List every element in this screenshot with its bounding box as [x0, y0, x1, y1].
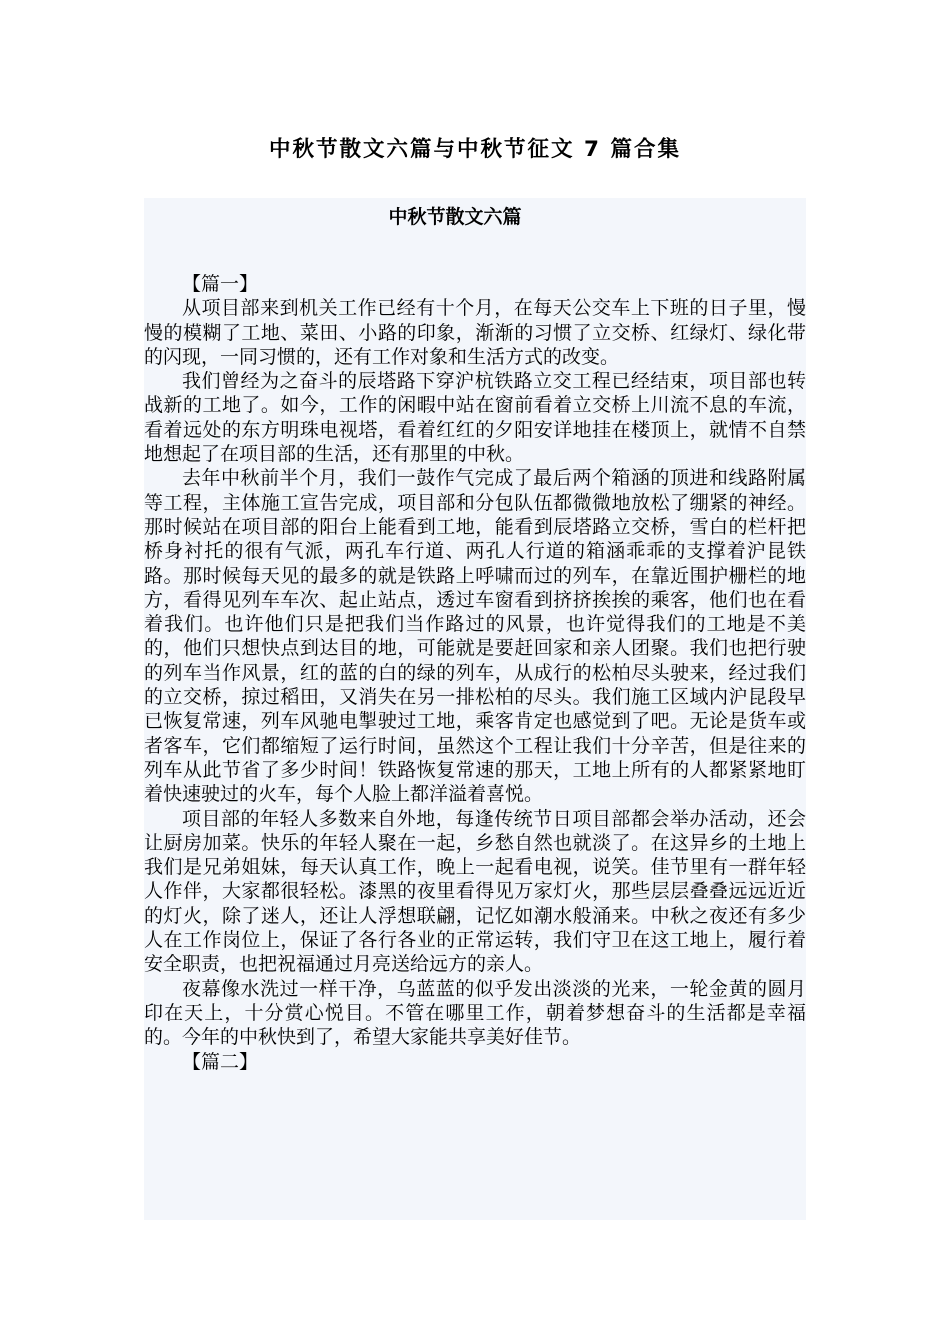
paragraph-2: 我们曾经为之奋斗的辰塔路下穿沪杭铁路立交工程已经结束，项目部也转战新的工地了。如今，工作的闲暇中站在窗前看着立交桥上川流不息的车流，看着远处的东方明珠电视塔，看着红红的夕阳安详地挂在楼顶上，就情不自禁地想起了在项目部的生活，还有那里的中秋。 [144, 370, 806, 466]
section-heading: 中秋节散文六篇 [388, 206, 522, 228]
paragraph-5: 夜幕像水洗过一样干净，乌蓝蓝的似乎发出淡淡的光来，一轮金黄的圆月印在天上，十分赏心悦目。不管在哪里工作，朝着梦想奋斗的生活都是幸福的。今年的中秋快到了，希望大家能共享美好佳节。 [144, 977, 806, 1049]
paragraph-1: 从项目部来到机关工作已经有十个月，在每天公交车上下班的日子里，慢慢的模糊了工地、菜田、小路的印象，渐渐的习惯了立交桥、红绿灯、绿化带的闪现，一同习惯的，还有工作对象和生活方式的改变。 [144, 297, 806, 368]
paragraph-4: 项目部的年轻人多数来自外地，每逢传统节日项目部都会举办活动，还会让厨房加菜。快乐的年轻人聚在一起，乡愁自然也就淡了。在这异乡的土地上我们是兄弟姐妹，每天认真工作，晚上一起看电视，说笑。佳节里有一群年轻人作伴，大家都很轻松。漆黑的夜里看得见万家灯火，那些层层叠叠远远近近的灯火，除了迷人，还让人浮想联翩，记忆如潮水般涌来。中秋之夜还有多少人在工作岗位上，保证了各行各业的正常运转，我们守卫在这工地上，履行着安全职责，也把祝福通过月亮送给远方的亲人。 [144, 807, 806, 976]
article-body [144, 272, 806, 1074]
paragraph-3: 去年中秋前半个月，我们一鼓作气完成了最后两个箱涵的顶进和线路附属等工程，主体施工宣告完成，项目部和分包队伍都微微地放松了绷紧的神经。那时候站在项目部的阳台上能看到工地，能看到辰塔路立交桥，雪白的栏杆把桥身衬托的很有气派，两孔车行道、两孔人行道的箱涵乖乖的支撑着沪昆铁路。那时候每天见的最多的就是铁路上呼啸而过的列车，在靠近围护栅栏的地方，看得见列车车次、起止站点，透过车窗看到挤挤挨挨的乘客，他们也在看着我们。也许他们只是把我们当作路过的风景，也许觉得我们的工地是不美的，他们只想快点到达目的地，可能就是要赶回家和亲人团聚。我们也把行驶的列车当作风景，红的蓝的白的绿的列车，从成行的松柏尽头驶来，经过我们的立交桥，掠过稻田，又消失在另一排松柏的尽头。我们施工区域内沪昆段早已恢复常速，列车风驰电掣驶过工地，乘客肯定也感觉到了吧。无论是货车或者客车，它们都缩短了运行时间，虽然这个工程让我们十分辛苦，但是往来的列车从此节省了多少时间！铁路恢复常速的那天，工地上所有的人都紧紧地盯着快速驶过的火车，每个人脸上都洋溢着喜悦。 [144, 467, 806, 806]
part-two-label: 【篇二】 [182, 1050, 259, 1073]
part-one-label: 【篇一】 [182, 273, 259, 295]
document-title: 中秋节散文六篇与中秋节征文 7 篇合集 [269, 137, 681, 162]
section-block [144, 198, 806, 1220]
